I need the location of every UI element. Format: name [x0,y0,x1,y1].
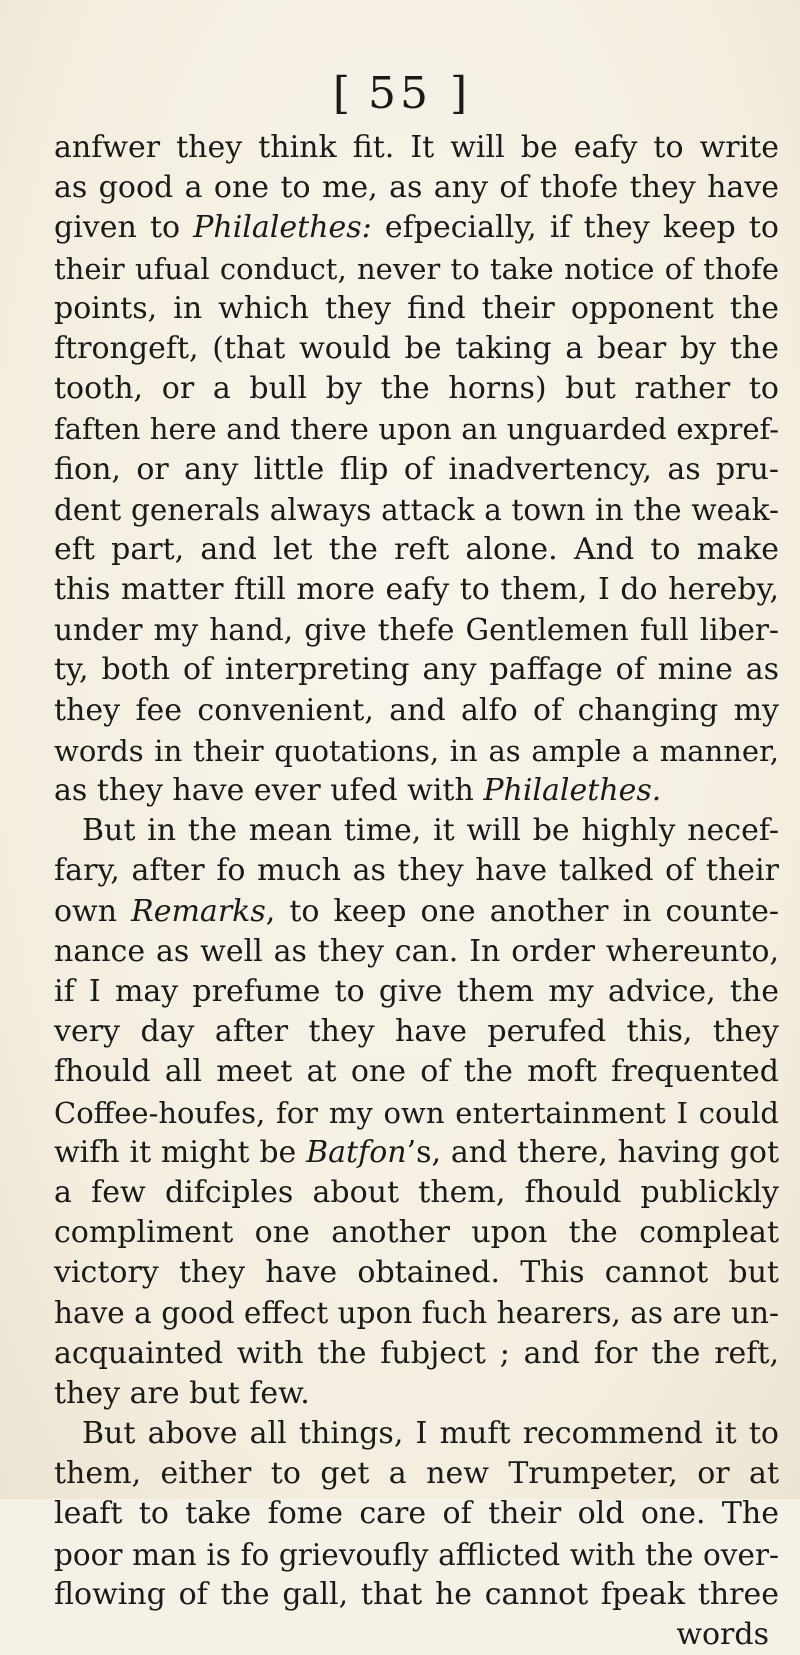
text-line: have a good effect upon fuch hearers, as are un- [54,1296,779,1331]
text-line: acquainted with the fubject ; and for the reft, [54,1335,779,1371]
text-line: fhould all meet at one of the moft frequented [54,1054,779,1090]
text-line: if I may prefume to give them my advice, the [54,973,779,1009]
text-line: compliment one another upon the compleat [54,1215,779,1251]
page-number-value: 55 [368,68,432,119]
italic-name: Philalethes: [193,210,372,246]
italic-title: Remarks [131,893,266,929]
text-line: very day after they have perufed this, they [54,1014,779,1050]
text-line: tooth, or a bull by the horns) but rather to [54,371,779,407]
text-line: they are but few. [54,1375,310,1411]
italic-name: Philalethes. [483,773,662,808]
text-line: wifh it might be Batfon’s, and there, having got [54,1134,779,1170]
text-line: their ufual conduct, never to take notice of thofe [54,251,779,286]
text-line: eft part, and let the reft alone. And to make [54,531,779,567]
text-line: given to Philalethes: efpecially, if they keep to [54,210,779,246]
text-line: fary, after fo much as they have talked of their [54,853,779,889]
text-line: faften here and there upon an unguarded expref- [54,412,779,447]
body-text [54,128,779,1655]
text-line: leaft to take fome care of their old one. The [54,1496,779,1532]
text-line: own Remarks, to keep one another in counte- [54,893,779,929]
text-line: points, in which they find their opponent the [54,290,779,326]
text-line: as they have ever ufed with Philalethes. [54,773,662,808]
page-number-open-bracket: [ [332,68,350,119]
text-line: this matter ftill more eafy to them, I do hereby, [54,572,779,608]
page-number [0,68,800,119]
italic-name: Batfon [306,1134,407,1170]
text-line: a few difciples about them, fhould publickly [54,1174,779,1210]
text-line: anfwer they think fit. It will be eafy to write [54,130,779,165]
text-line: nance as well as they can. In order whereunto, [54,933,779,969]
text-line: But above all things, I muft recommend it to [82,1416,779,1451]
text-line: flowing of the gall, that he cannot fpeak three [54,1576,779,1612]
text-line: ty, both of interpreting any paffage of mine as [54,652,779,688]
text-line: poor man is fo grievoufly afflicted with the over- [54,1537,779,1572]
text-line: victory they have obtained. This cannot but [54,1255,779,1291]
text-line: them, either to get a new Trumpeter, or at [54,1456,779,1492]
text-line: fion, or any little flip of inadvertency, as pru- [54,451,779,487]
text-line: Coffee-houfes, for my own entertainment I could [54,1095,779,1130]
text-line: under my hand, give thefe Gentlemen full liber- [54,613,779,648]
text-line: ftrongeft, (that would be taking a bear by the [54,330,779,366]
text-line: as good a one to me, as any of thofe they have [54,170,779,206]
text-line: they fee convenient, and alfo of changing my [54,692,779,728]
page-number-close-bracket: ] [450,68,468,119]
text-line: But in the mean time, it will be highly necef- [82,813,779,849]
catchword: words [676,1616,769,1652]
text-line: dent generals always attack a town in the weak- [54,492,779,527]
text-line: words in their quotations, in as ample a manner, [54,733,779,768]
